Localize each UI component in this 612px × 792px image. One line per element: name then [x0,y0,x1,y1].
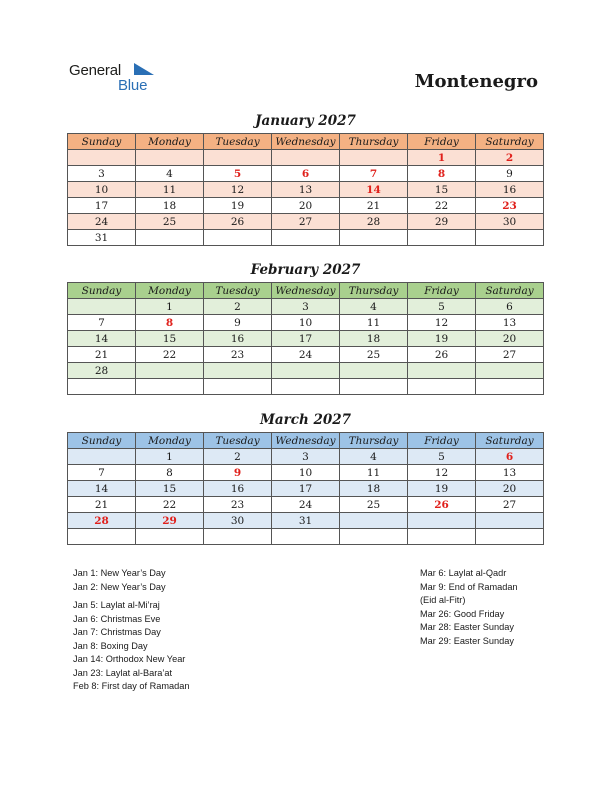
week-row [68,331,544,347]
weekday-header: Saturday [476,433,544,449]
day-cell: 8 [136,315,204,331]
day-cell: 25 [340,497,408,513]
day-cell: 9 [204,315,272,331]
day-cell: 7 [68,465,136,481]
day-cell: 11 [340,465,408,481]
weekday-header: Saturday [476,134,544,150]
week-row [68,230,544,246]
day-cell: 24 [68,214,136,230]
day-cell: 9 [204,465,272,481]
day-cell [136,379,204,395]
week-row [68,497,544,513]
day-cell: 3 [68,166,136,182]
day-cell: 14 [68,481,136,497]
day-cell [340,363,408,379]
day-cell: 22 [408,198,476,214]
day-cell [408,379,476,395]
day-cell: 1 [136,299,204,315]
week-row [68,347,544,363]
day-cell: 28 [340,214,408,230]
calendar-january [67,133,544,246]
day-cell [68,379,136,395]
day-cell [136,363,204,379]
week-row [68,513,544,529]
holiday-entry: Mar 6: Laylat al-Qadr [420,568,507,578]
day-cell [476,363,544,379]
day-cell: 6 [476,449,544,465]
day-cell [476,379,544,395]
day-cell [340,529,408,545]
month-title-march: March 2027 [259,412,352,428]
week-row [68,182,544,198]
holiday-entry: Jan 5: Laylat al-Mi’raj [73,600,160,610]
weekday-header: Tuesday [204,283,272,299]
holiday-entry: Feb 8: First day of Ramadan [73,681,190,691]
week-row [68,529,544,545]
day-cell: 31 [68,230,136,246]
day-cell: 29 [136,513,204,529]
weekday-header: Friday [408,283,476,299]
day-cell [136,529,204,545]
weekday-header: Wednesday [272,283,340,299]
weekday-header: Sunday [68,134,136,150]
day-cell: 5 [408,299,476,315]
weekday-header: Monday [136,283,204,299]
day-cell: 2 [476,150,544,166]
weekday-header: Saturday [476,283,544,299]
day-cell [272,529,340,545]
weekday-header: Thursday [340,283,408,299]
day-cell: 18 [340,331,408,347]
week-row [68,214,544,230]
day-cell [340,513,408,529]
day-cell [68,529,136,545]
day-cell: 24 [272,347,340,363]
day-cell [408,363,476,379]
holiday-list-right [420,567,518,648]
week-row [68,198,544,214]
day-cell: 26 [408,497,476,513]
day-cell: 28 [68,363,136,379]
day-cell [136,150,204,166]
week-row [68,363,544,379]
day-cell: 9 [476,166,544,182]
day-cell [204,230,272,246]
day-cell: 18 [340,481,408,497]
day-cell: 17 [272,331,340,347]
day-cell [272,363,340,379]
day-cell: 15 [136,481,204,497]
generalblue-logo [69,62,159,96]
day-cell: 25 [340,347,408,363]
day-cell: 22 [136,497,204,513]
day-cell: 15 [136,331,204,347]
weekday-header: Thursday [340,433,408,449]
week-row [68,299,544,315]
day-cell: 21 [340,198,408,214]
weekday-header: Tuesday [204,433,272,449]
day-cell: 18 [136,198,204,214]
day-cell [408,230,476,246]
day-cell: 14 [340,182,408,198]
day-cell: 20 [272,198,340,214]
day-cell: 16 [204,331,272,347]
day-cell: 2 [204,449,272,465]
weekday-header-row [68,433,544,449]
holiday-entry: Jan 1: New Year’s Day [73,568,166,578]
weekday-header-row [68,283,544,299]
day-cell: 5 [204,166,272,182]
day-cell [476,513,544,529]
day-cell [340,230,408,246]
day-cell: 3 [272,449,340,465]
day-cell: 10 [272,465,340,481]
day-cell: 19 [408,481,476,497]
holiday-entry: Jan 14: Orthodox New Year [73,654,186,664]
weekday-header: Monday [136,433,204,449]
week-row [68,449,544,465]
month-title-january: January 2027 [255,113,356,129]
day-cell [272,230,340,246]
day-cell: 4 [340,299,408,315]
day-cell: 30 [476,214,544,230]
weekday-header-row [68,134,544,150]
day-cell: 6 [272,166,340,182]
day-cell: 23 [204,497,272,513]
holiday-entry: Mar 28: Easter Sunday [420,622,514,632]
weekday-header: Wednesday [272,433,340,449]
holiday-entry: Jan 6: Christmas Eve [73,613,161,624]
day-cell: 17 [272,481,340,497]
day-cell: 23 [476,198,544,214]
day-cell [408,513,476,529]
holiday-entry: Jan 23: Laylat al-Bara’at [73,667,173,678]
day-cell [204,150,272,166]
day-cell: 12 [408,315,476,331]
week-row [68,315,544,331]
weekday-header: Monday [136,134,204,150]
day-cell [68,299,136,315]
day-cell: 1 [136,449,204,465]
day-cell: 14 [68,331,136,347]
day-cell: 27 [476,497,544,513]
day-cell [68,449,136,465]
holiday-entry: (Eid al-Fitr) [420,595,466,605]
day-cell [204,529,272,545]
day-cell: 12 [408,465,476,481]
weekday-header: Thursday [340,134,408,150]
holiday-entry: Mar 29: Easter Sunday [420,635,514,646]
day-cell: 15 [408,182,476,198]
day-cell: 26 [408,347,476,363]
day-cell [68,150,136,166]
day-cell [136,230,204,246]
day-cell [204,379,272,395]
weekday-header: Friday [408,433,476,449]
week-row [68,379,544,395]
day-cell: 11 [340,315,408,331]
month-title-february: February 2027 [250,262,361,278]
holiday-entry: Jan 8: Boxing Day [73,640,148,651]
day-cell: 24 [272,497,340,513]
day-cell: 25 [136,214,204,230]
day-cell: 27 [476,347,544,363]
day-cell: 4 [136,166,204,182]
logo-text-blue: Blue [118,77,148,94]
day-cell: 20 [476,331,544,347]
day-cell: 26 [204,214,272,230]
day-cell: 3 [272,299,340,315]
calendar-march [67,432,544,545]
day-cell: 23 [204,347,272,363]
holiday-list-left [73,567,189,694]
week-row [68,481,544,497]
week-row [68,465,544,481]
day-cell [476,529,544,545]
day-cell [408,529,476,545]
day-cell: 13 [272,182,340,198]
day-cell: 4 [340,449,408,465]
logo-text-general: General [69,62,121,79]
day-cell: 8 [136,465,204,481]
day-cell: 20 [476,481,544,497]
calendar-february [67,282,544,395]
weekday-header: Sunday [68,433,136,449]
day-cell [340,150,408,166]
day-cell: 12 [204,182,272,198]
holiday-entry: Jan 7: Christmas Day [73,627,161,637]
day-cell: 10 [272,315,340,331]
day-cell: 2 [204,299,272,315]
day-cell: 7 [68,315,136,331]
day-cell: 22 [136,347,204,363]
day-cell: 31 [272,513,340,529]
day-cell [272,379,340,395]
week-row [68,150,544,166]
day-cell: 17 [68,198,136,214]
day-cell: 6 [476,299,544,315]
day-cell: 19 [204,198,272,214]
weekday-header: Sunday [68,283,136,299]
day-cell: 11 [136,182,204,198]
day-cell: 21 [68,497,136,513]
holiday-entry: Jan 2: New Year’s Day [73,581,166,592]
weekday-header: Wednesday [272,134,340,150]
weekday-header: Tuesday [204,134,272,150]
day-cell: 28 [68,513,136,529]
day-cell [204,363,272,379]
weekday-header: Friday [408,134,476,150]
logo-flag-icon [134,63,154,77]
day-cell [476,230,544,246]
day-cell: 19 [408,331,476,347]
day-cell: 8 [408,166,476,182]
day-cell: 13 [476,315,544,331]
day-cell: 16 [204,481,272,497]
day-cell [340,379,408,395]
day-cell: 29 [408,214,476,230]
day-cell: 16 [476,182,544,198]
day-cell: 30 [204,513,272,529]
holiday-entry: Mar 9: End of Ramadan [420,581,518,592]
day-cell: 5 [408,449,476,465]
country-title: Montenegro [414,71,538,92]
day-cell: 10 [68,182,136,198]
day-cell: 1 [408,150,476,166]
day-cell: 13 [476,465,544,481]
week-row [68,166,544,182]
day-cell: 27 [272,214,340,230]
day-cell: 21 [68,347,136,363]
day-cell: 7 [340,166,408,182]
holiday-entry: Mar 26: Good Friday [420,608,505,619]
day-cell [272,150,340,166]
